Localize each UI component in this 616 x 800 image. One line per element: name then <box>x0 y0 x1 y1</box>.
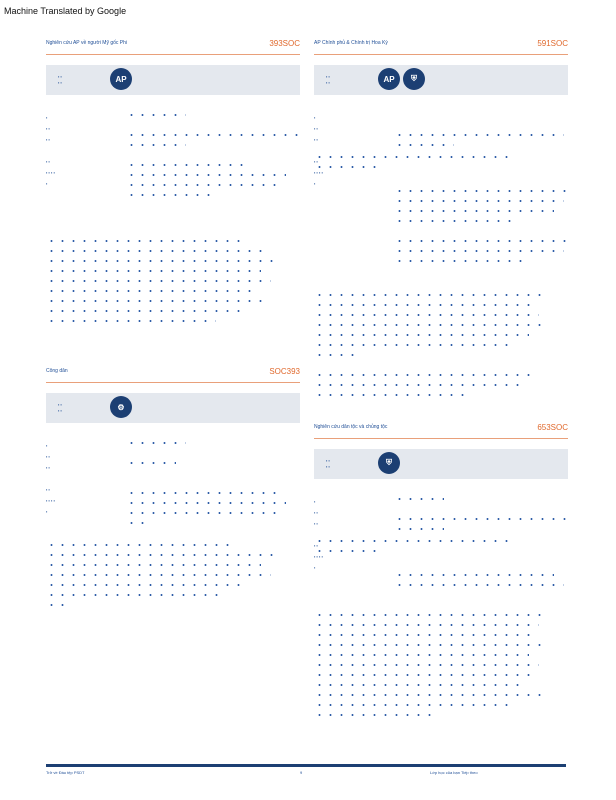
text-line <box>46 320 216 322</box>
shield-badge-icon: ⛨ <box>403 68 425 90</box>
course-meta-values <box>126 442 300 532</box>
text-line <box>126 114 186 116</box>
info-band <box>314 65 568 95</box>
course-meta-labels: ▪ ▪ ▪ ▪ ▪ ▪ ▪ ▪ ▪ ▪ ▪ ▪ <box>314 115 324 186</box>
badge-row <box>378 452 400 474</box>
course-section <box>46 364 300 514</box>
course-description <box>46 544 300 614</box>
band-label: ▪ ▪ ▪ ▪ <box>326 74 330 85</box>
text-line <box>314 156 514 158</box>
course-meta-labels: ▪ ▪ ▪ ▪ ▪ ▪ ▪ ▪ ▪ ▪ ▪ ▪ <box>314 499 324 570</box>
course-code: 393SOC <box>269 39 300 48</box>
band-label: ▪ ▪ ▪ ▪ <box>58 402 62 413</box>
text-line <box>314 664 539 666</box>
text-line <box>46 240 246 242</box>
course-section <box>46 36 300 186</box>
course-meta-values <box>394 574 568 604</box>
text-line <box>314 634 534 636</box>
text-line <box>314 684 524 686</box>
text-line <box>46 300 266 302</box>
band-label: ▪ ▪ ▪ ▪ <box>58 74 62 85</box>
course-meta-values <box>394 114 568 154</box>
text-line <box>46 290 256 292</box>
civics-badge-icon: ⚙ <box>110 396 132 418</box>
footer-right-text[interactable]: Lớp học của bạn Tiếp theo <box>430 770 478 775</box>
info-band <box>46 393 300 423</box>
course-section <box>314 36 568 186</box>
text-line <box>314 304 534 306</box>
badge-row <box>110 68 132 90</box>
text-line <box>394 270 398 272</box>
text-line <box>314 394 464 396</box>
text-line <box>126 492 276 494</box>
section-header <box>46 36 300 55</box>
text-line <box>314 614 544 616</box>
section-header <box>314 420 568 439</box>
course-code: 591SOC <box>537 39 568 48</box>
course-description <box>46 240 300 330</box>
course-meta-values <box>394 190 568 280</box>
course-code: SOC393 <box>269 367 300 376</box>
section-title: Công dân <box>46 368 68 374</box>
text-line <box>314 540 514 542</box>
section-header <box>314 36 568 55</box>
course-description <box>314 614 568 724</box>
text-line <box>126 184 276 186</box>
text-line <box>126 512 276 514</box>
section-header <box>46 364 300 383</box>
text-line <box>126 154 130 156</box>
text-line <box>394 260 524 262</box>
band-label: ▪ ▪ ▪ ▪ <box>326 458 330 469</box>
info-band <box>46 65 300 95</box>
text-line <box>314 704 514 706</box>
text-line <box>394 584 564 586</box>
text-line <box>394 528 444 530</box>
text-line <box>314 334 529 336</box>
course-description <box>314 294 568 404</box>
text-line <box>394 508 398 510</box>
text-line <box>46 554 276 556</box>
course-code: 653SOC <box>537 423 568 432</box>
text-line <box>394 250 564 252</box>
text-line <box>46 574 271 576</box>
text-line <box>46 584 246 586</box>
course-meta-values <box>394 498 568 538</box>
text-line <box>394 114 398 116</box>
text-line <box>394 518 568 520</box>
text-line <box>126 144 186 146</box>
course-meta-extra <box>314 540 568 560</box>
text-line <box>126 482 130 484</box>
course-meta-extra <box>314 156 568 176</box>
text-line <box>394 594 398 596</box>
text-line <box>126 194 216 196</box>
text-line <box>314 654 529 656</box>
course-section <box>314 420 568 570</box>
footer-left-text[interactable]: Trở về Đầu tệp PSDT <box>46 770 85 775</box>
text-line <box>126 472 130 474</box>
text-line <box>46 260 276 262</box>
badge-row <box>378 68 425 90</box>
text-line <box>394 230 398 232</box>
text-line <box>394 144 454 146</box>
text-line <box>394 134 564 136</box>
text-line <box>394 498 444 500</box>
text-line <box>394 220 514 222</box>
machine-translation-banner: Machine Translated by Google <box>4 6 127 16</box>
text-line <box>46 250 266 252</box>
badge-row <box>110 396 132 418</box>
text-line <box>46 604 66 606</box>
text-line <box>314 354 354 356</box>
text-line <box>46 270 261 272</box>
text-line <box>46 310 246 312</box>
text-line <box>314 344 514 346</box>
text-line <box>314 374 534 376</box>
info-band <box>314 449 568 479</box>
text-line <box>314 550 384 552</box>
text-line <box>394 574 554 576</box>
text-line <box>394 210 554 212</box>
text-line <box>126 462 176 464</box>
text-line <box>126 442 186 444</box>
text-line <box>314 324 544 326</box>
course-meta-labels: ▪ ▪ ▪ ▪ ▪ ▪ ▪ ▪ ▪ ▪ ▪ ▪ <box>46 443 56 514</box>
page-number: 9 <box>300 770 303 775</box>
text-line <box>46 544 236 546</box>
text-line <box>394 240 568 242</box>
section-title: Nghiên cứu dân tộc và chủng tộc <box>314 424 388 430</box>
text-line <box>126 522 146 524</box>
text-line <box>394 124 398 126</box>
text-line <box>314 314 539 316</box>
text-line <box>314 674 534 676</box>
text-line <box>126 452 130 454</box>
text-line <box>126 164 246 166</box>
ap-badge-icon: AP <box>110 68 132 90</box>
text-line <box>314 294 544 296</box>
text-line <box>314 624 539 626</box>
text-line <box>46 594 226 596</box>
text-line <box>126 134 300 136</box>
section-title: Nghiên cứu AP về người Mỹ gốc Phi <box>46 40 128 46</box>
text-line <box>126 502 286 504</box>
text-line <box>394 190 568 192</box>
text-line <box>314 644 544 646</box>
text-line <box>126 124 130 126</box>
text-line <box>314 384 524 386</box>
course-meta-values <box>126 114 300 204</box>
text-line <box>46 564 261 566</box>
text-line <box>314 714 434 716</box>
shield-badge-icon: ⛨ <box>378 452 400 474</box>
footer-rule <box>46 764 566 767</box>
text-line <box>394 200 564 202</box>
ap-badge-icon: AP <box>378 68 400 90</box>
course-meta-labels: ▪ ▪ ▪ ▪ ▪ ▪ ▪ ▪ ▪ ▪ ▪ ▪ <box>46 115 56 186</box>
text-line <box>126 174 286 176</box>
section-title: AP Chính phủ & Chính trị Hoa Kỳ <box>314 40 388 46</box>
text-line <box>314 694 544 696</box>
text-line <box>46 280 271 282</box>
text-line <box>314 166 384 168</box>
